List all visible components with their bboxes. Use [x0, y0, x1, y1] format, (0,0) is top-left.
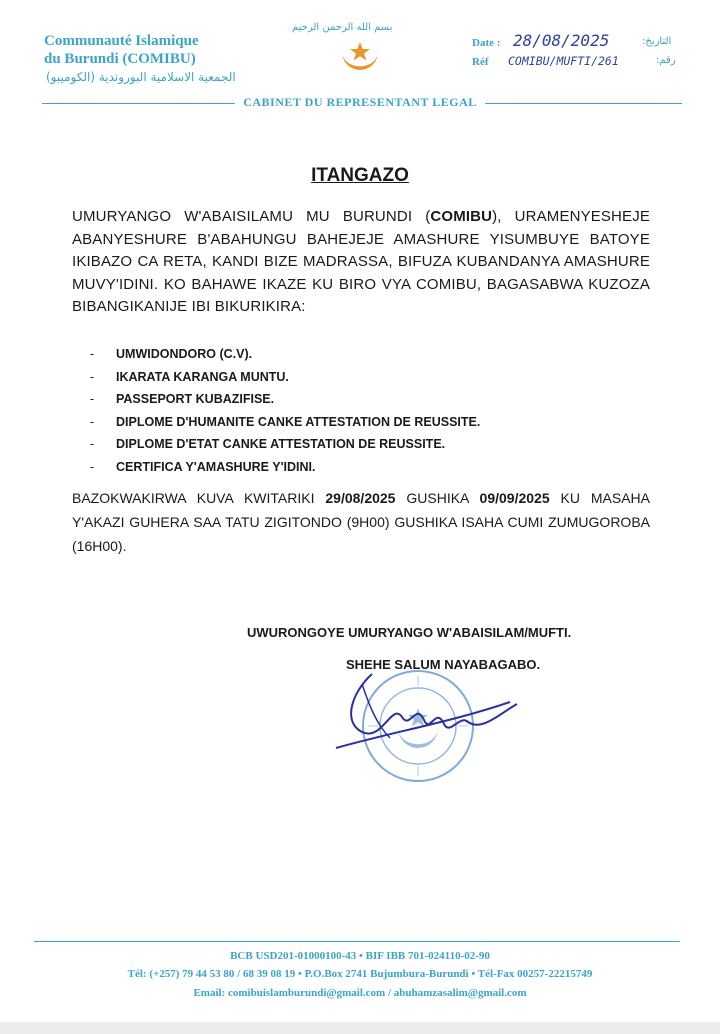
dates-lead: BAZOKWAKIRWA KUVA KWITARIKI [72, 490, 315, 506]
cabinet-heading [0, 95, 720, 110]
org-name-line2: du Burundi (COMIBU) [44, 51, 196, 67]
requirement-text: DIPLOME D'HUMANITE CANKE ATTESTATION DE REUSSITE. [116, 414, 481, 429]
list-marker: - [90, 347, 95, 361]
org-name-line1: Communauté Islamique [44, 33, 199, 49]
list-marker: - [90, 459, 95, 474]
basmala: بسم الله الرحمن الرحيم [292, 22, 393, 33]
intro-lead: UMURYANGO W'ABAISILAMU MU BURUNDI ( [72, 208, 431, 225]
date-from: 29/08/2025 [325, 490, 396, 506]
org-name-arabic: الجمعية الاسلامية البوروندية (الكوميبو) [46, 70, 236, 84]
list-item [90, 433, 480, 456]
requirement-text: DIPLOME D'ETAT CANKE ATTESTATION DE REUSSITE. [116, 437, 446, 452]
signatory-title: UWURONGOYE UMURYANGO W'ABAISILAM/MUFTI. [247, 625, 572, 640]
list-item [90, 388, 480, 411]
intro-paragraph [72, 206, 650, 319]
footer-contact-line: Tél: (+257) 79 44 53 80 / 68 39 08 19 • P.O.Box 2741 Bujumbura-Burundi • Tél-Fax 00257-22215749 [127, 968, 593, 980]
ref-label: Réf [472, 56, 489, 68]
intro-rest: ), URAMENYESHEJE ABANYESHURE B'ABAHUNGU BAHEJEJE AMASHURE YISUMBUYE BATOYE IKIBAZO CA RETA, KANDI BIZE MADRASSA, BIFUZA KUBANDANYA AMASHURE MUVY'IDINI. KO BAHAWE IKAZE KU BIRO VYA COMIBU, BAGASABWA KUZOZA BIBANGIKANIJE IBI BIKURIKIRA: [72, 208, 650, 316]
list-marker: - [90, 369, 95, 384]
footer-divider [34, 941, 680, 942]
list-item [90, 411, 480, 434]
ref-arabic-label: رقم: [656, 55, 676, 66]
requirements-list [90, 343, 480, 479]
requirement-text: CERTIFICA Y'AMASHURE Y'IDINI. [116, 459, 316, 474]
cabinet-heading-text: CABINET DU REPRESENTANT LEGAL [235, 95, 485, 109]
footer-bank-line: BCB USD201-01000100-43 • BIF IBB 701-024110-02-90 [230, 950, 490, 962]
crescent-star-emblem-icon [336, 36, 384, 78]
date-label: Date : [472, 37, 501, 49]
list-marker: - [90, 392, 95, 407]
list-item [90, 366, 480, 389]
dates-mid: GUSHIKA [406, 490, 469, 506]
requirement-text: IKARATA KARANGA MUNTU. [116, 369, 289, 384]
requirement-text: PASSEPORT KUBAZIFISE. [116, 392, 275, 407]
date-value: 28/08/2025 [513, 31, 610, 50]
footer-email-line: Email: comibuislamburundi@gmail.com / abuhamzasalim@gmail.com [193, 987, 527, 999]
date-arabic-label: التاريخ: [642, 36, 672, 47]
list-item [90, 343, 480, 366]
list-marker: - [90, 437, 95, 452]
notice-title: ITANGAZO [311, 165, 409, 186]
handwritten-signature-icon [332, 662, 522, 782]
signatory-name: SHEHE SALUM NAYABAGABO. [346, 657, 541, 672]
ref-value: COMIBU/MUFTI/261 [508, 54, 619, 68]
dates-rest: KU MASAHA Y'AKAZI GUHERA SAA TATU ZIGITONDO (9H00) GUSHIKA ISAHA CUMI ZUMUGOROBA (16H00). [72, 490, 650, 554]
list-item [90, 456, 480, 479]
requirement-text: UMWIDONDORO (C.V). [116, 347, 253, 361]
list-marker: - [90, 414, 95, 429]
org-name [44, 32, 199, 68]
bottom-edge [0, 1022, 720, 1034]
date-to: 09/09/2025 [479, 490, 550, 506]
dates-paragraph [72, 486, 650, 558]
intro-org: COMIBU [430, 208, 493, 225]
